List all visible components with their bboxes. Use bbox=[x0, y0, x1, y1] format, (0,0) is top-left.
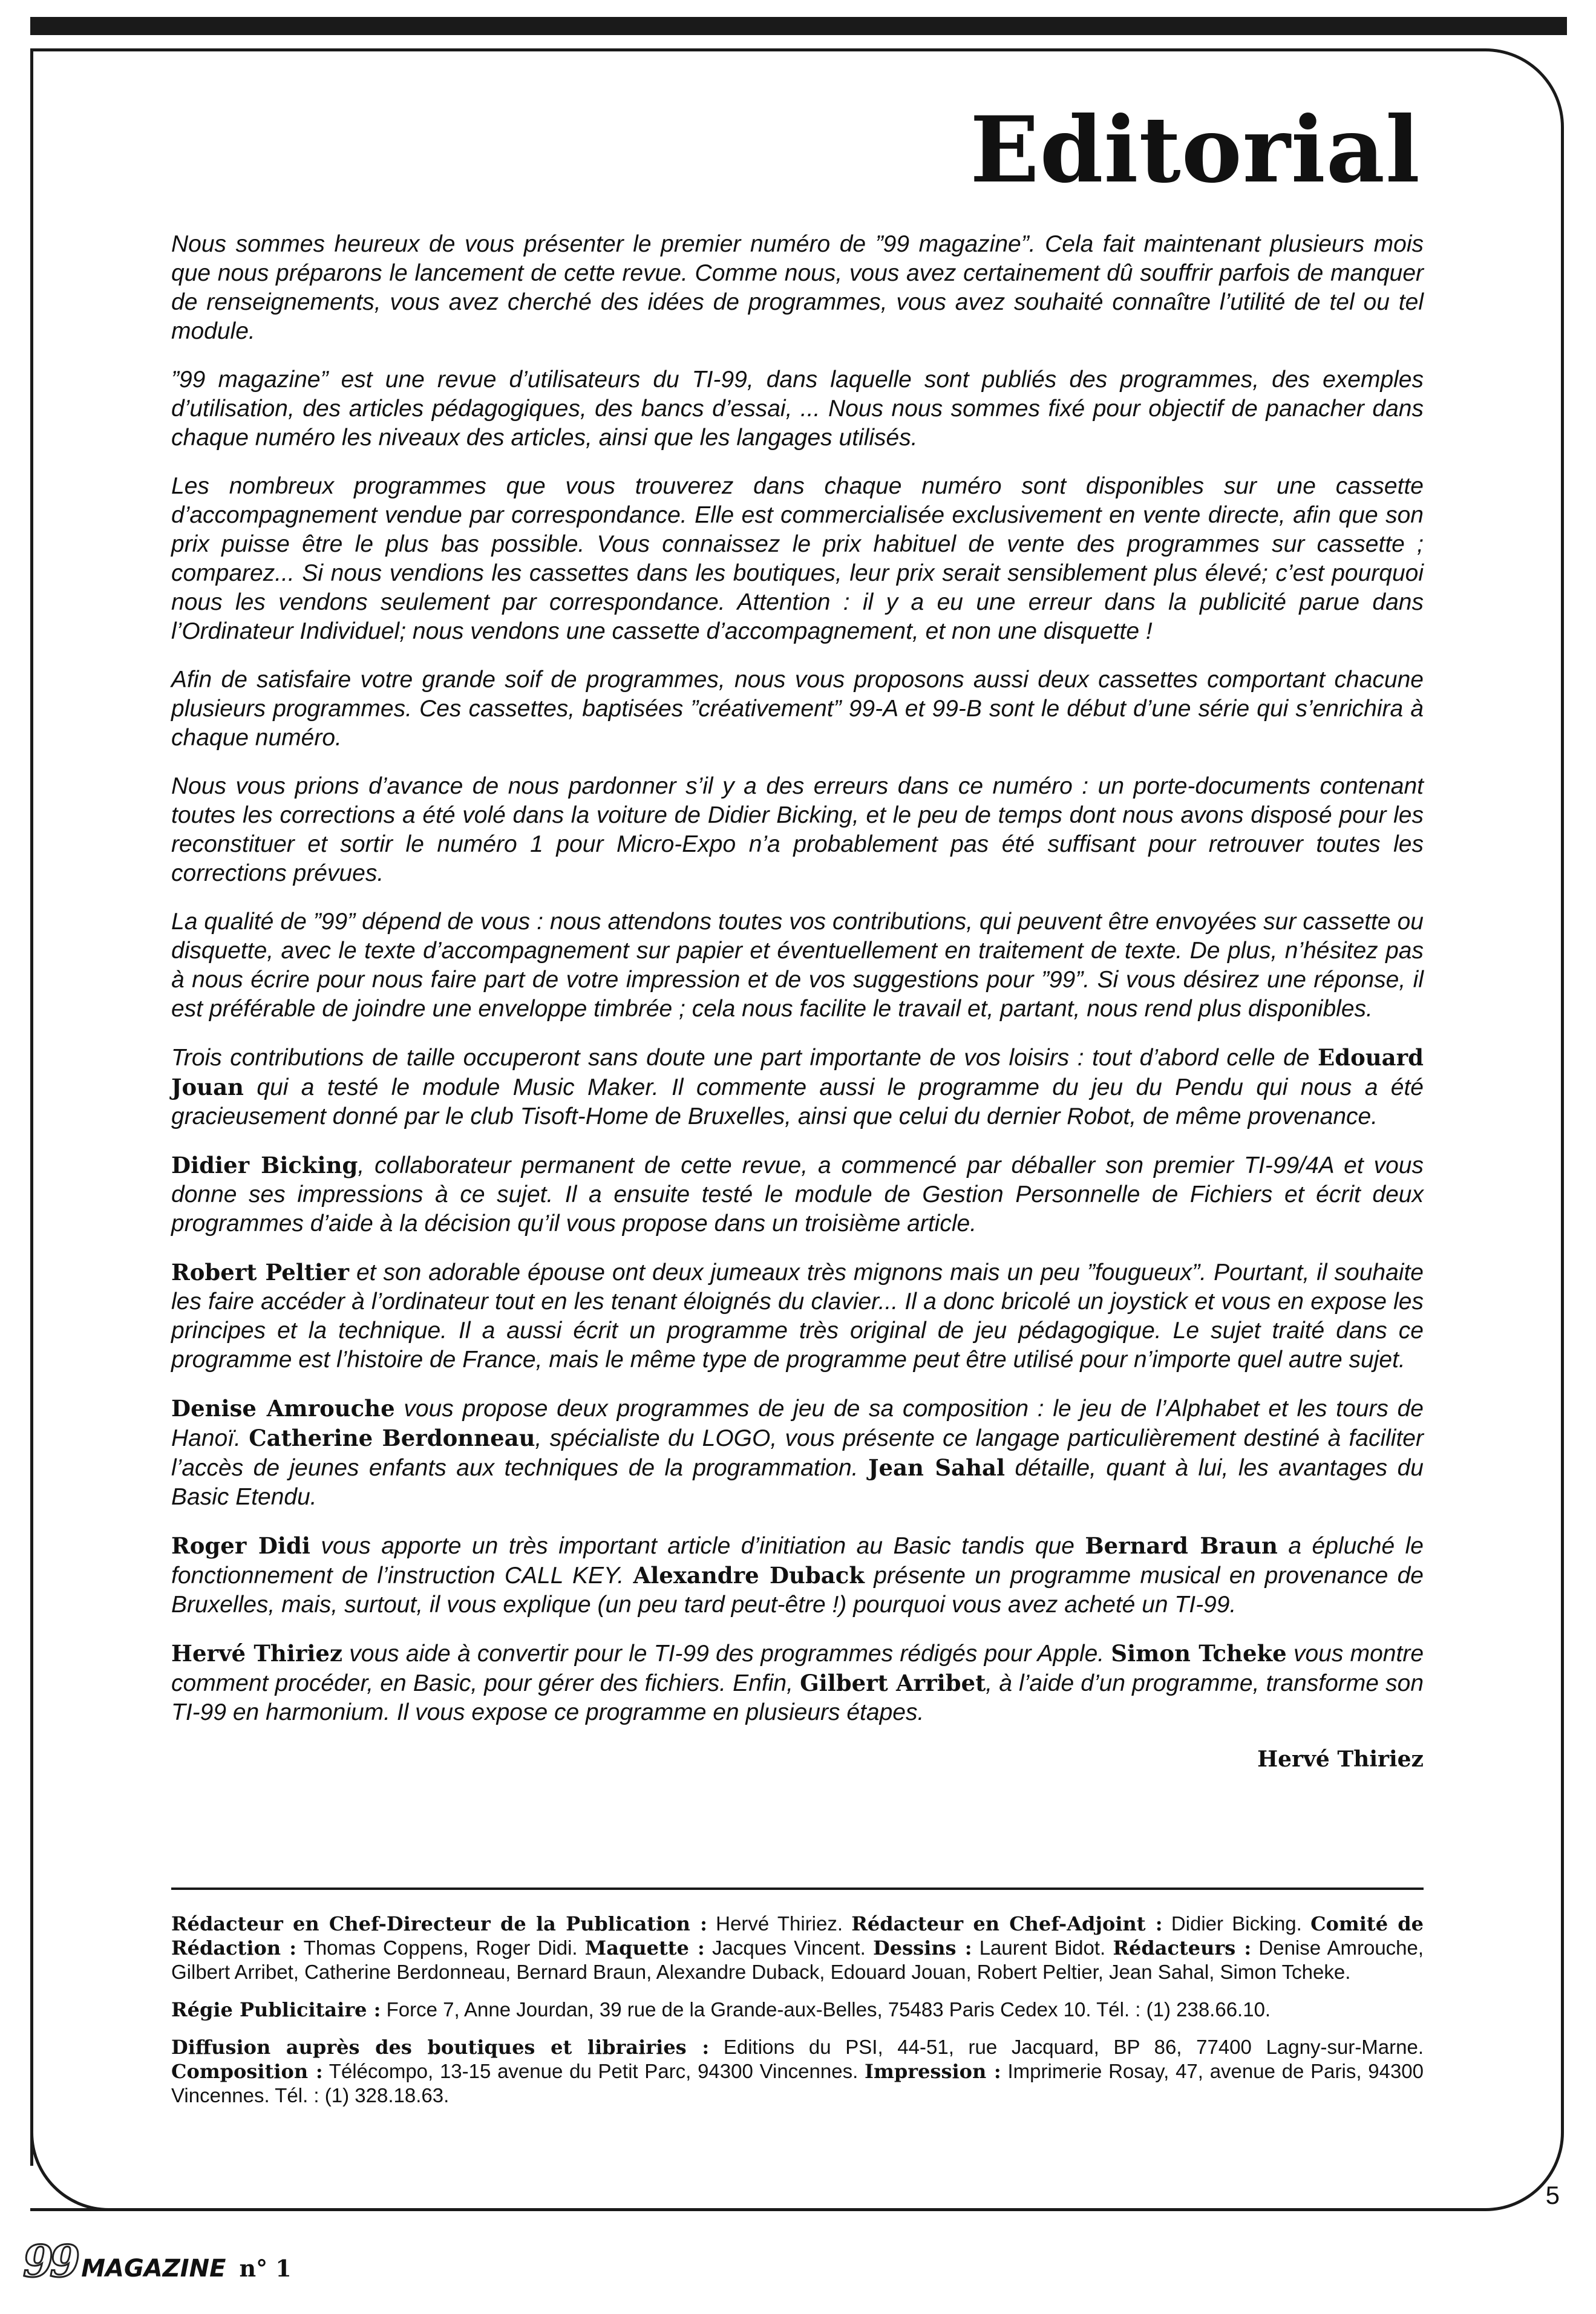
bold-name: Catherine Berdonneau bbox=[249, 1425, 535, 1451]
bold-name: Denise Amrouche bbox=[171, 1395, 395, 1422]
page-frame-left bbox=[30, 48, 33, 2166]
bold-name: Rédacteur en Chef-Adjoint : bbox=[851, 1912, 1163, 1935]
text-run: Thomas Coppens, Roger Didi. bbox=[296, 1937, 585, 1959]
bold-name: Bernard Braun bbox=[1085, 1532, 1278, 1559]
page-title: Editorial bbox=[970, 97, 1421, 203]
text-run: , collaborateur permanent de cette revue, a commencé par déballer son premier TI-99/4A et vous donne ses impressions à ce sujet. Il a ensuite testé le module de Gestion Personnelle de Fichiers et écrit deux programmes d’aide à la décision qu’il vous propose dans un troisième article. bbox=[171, 1152, 1424, 1237]
text-run: Hervé Thiriez. bbox=[707, 1912, 852, 1935]
editorial-paragraph bbox=[171, 1258, 1424, 1374]
bold-name: Edouard Jouan bbox=[171, 1044, 1424, 1100]
text-run: Les nombreux programmes que vous trouverez dans chaque numéro sont disponibles sur une cassette d’accompagnement vendue par correspondance. Elle est commercialisée exclusivement en vente directe, afin que son prix puisse être le plus bas possible. Vous connaissez le prix habituel de vente des programmes sur cassette ; comparez... Si nous vendions les cassettes dans les boutiques, leur prix serait sensiblement plus élevé; c’est pourquoi nous les vendons seulement par correspondance. Attention : il y a eu une erreur dans la publicité parue dans l’Ordinateur Individuel; nous vendons une cassette d’accompagnement, et non une disquette ! bbox=[171, 473, 1424, 644]
masthead-credits bbox=[171, 1912, 1424, 2121]
logo-word: MAGAZINE bbox=[81, 2255, 226, 2283]
credits-paragraph bbox=[171, 1998, 1424, 2022]
bold-name: Robert Peltier bbox=[171, 1259, 350, 1286]
text-run: Afin de satisfaire votre grande soif de programmes, nous vous proposons aussi deux cassettes comportant chacune plusieurs programmes. Ces cassettes, baptisées ”créativement” 99-A et 99-B sont le début d’une série qui s’enrichira à chaque numéro. bbox=[171, 667, 1424, 751]
text-run: ”99 magazine” est une revue d’utilisateurs du TI-99, dans laquelle sont publiés des programmes, des exemples d’utilisation, des articles pédagogiques, des bancs d’essai, ... Nous nous sommes fixé pour objectif de panacher dans chaque numéro les niveaux des articles, ainsi que les langages utilisés. bbox=[171, 367, 1424, 451]
text-run: , spécialiste du LOGO, vous présente ce langage particulièrement destiné à faciliter l’accès de jeunes enfants aux techniques de la programmation. bbox=[171, 1425, 1424, 1481]
top-rule bbox=[30, 17, 1567, 35]
bold-name: Simon Tcheke bbox=[1111, 1640, 1287, 1667]
text-run: , à l’aide d’un programme, transforme son TI-99 en harmonium. Il vous expose ce programme en plusieurs étapes. bbox=[171, 1670, 1424, 1725]
editorial-paragraph bbox=[171, 1639, 1424, 1727]
editorial-paragraph bbox=[171, 1394, 1424, 1512]
text-run: Laurent Bidot. bbox=[972, 1937, 1113, 1959]
bold-name: Comité de Rédaction : bbox=[171, 1912, 1424, 1959]
text-run: détaille, quant à lui, les avantages du Basic Etendu. bbox=[171, 1455, 1424, 1510]
text-run: présente un programme musical en provenance de Bruxelles, mais, surtout, il vous explique (un peu tard peut-être !) pourquoi vous avez acheté un TI-99. bbox=[171, 1563, 1424, 1618]
editorial-paragraph bbox=[171, 772, 1424, 888]
bold-name: Régie Publicitaire : bbox=[171, 1998, 381, 2021]
credits-paragraph bbox=[171, 2035, 1424, 2108]
text-run: Télécompo, 13-15 avenue du Petit Parc, 94300 Vincennes. bbox=[322, 2060, 865, 2082]
text-run: La qualité de ”99” dépend de vous : nous attendons toutes vos contributions, qui peuvent être envoyées sur cassette ou disquette, avec le texte d’accompagnement sur papier et éventuellement en traitement de texte. De plus, n’hésitez pas à nous écrire pour nous faire part de votre impression et de vos suggestions pour ”99”. Si vous désirez une réponse, il est préférable de joindre une enveloppe timbrée ; cela nous facilite le travail et, partant, nous rend plus disponibles. bbox=[171, 909, 1424, 1022]
text-run: vous aide à convertir pour le TI-99 des programmes rédigés pour Apple. bbox=[342, 1641, 1111, 1667]
text-run: qui a testé le module Music Maker. Il commente aussi le programme du jeu du Pendu qui nous a été gracieusement donné par le club Tisoft-Home de Bruxelles, ainsi que celui du dernier Robot, de même provenance. bbox=[171, 1074, 1424, 1129]
editorial-paragraph bbox=[171, 1151, 1424, 1238]
bold-name: Impression : bbox=[865, 2060, 1001, 2083]
text-run: vous montre comment procéder, en Basic, pour gérer des fichiers. Enfin, bbox=[171, 1641, 1424, 1696]
credits-paragraph bbox=[171, 1912, 1424, 1984]
bold-name: Hervé Thiriez bbox=[171, 1640, 342, 1667]
text-run: Nous vous prions d’avance de nous pardonner s’il y a des erreurs dans ce numéro : un porte-documents contenant toutes les corrections a été volé dans la voiture de Didier Bicking, et le peu de temps dont nous avons disposé pour les reconstituer et sortir le numéro 1 pour Micro-Expo n’a probablement pas été suffisant pour retrouver toutes les corrections prévues. bbox=[171, 773, 1424, 886]
bold-name: Maquette : bbox=[584, 1937, 705, 1959]
editorial-paragraph bbox=[171, 907, 1424, 1024]
editorial-paragraph bbox=[171, 472, 1424, 646]
text-run: Imprimerie Rosay, 47, avenue de Paris, 94300 Vincennes. Tél. : (1) 328.18.63. bbox=[171, 2060, 1424, 2106]
bold-name: Gilbert Arribet bbox=[800, 1670, 986, 1696]
bold-name: Diffusion auprès des boutiques et librairies : bbox=[171, 2036, 710, 2059]
text-run: Denise Amrouche, Gilbert Arribet, Catherine Berdonneau, Bernard Braun, Alexandre Duback, Edouard Jouan, Robert Peltier, Jean Sahal, Simon Tcheke. bbox=[171, 1937, 1424, 1983]
magazine-footer-logo bbox=[23, 2235, 292, 2287]
editorial-paragraph bbox=[171, 365, 1424, 453]
text-run: vous apporte un très important article d’initiation au Basic tandis que bbox=[310, 1533, 1085, 1559]
issue-number: n° 1 bbox=[239, 2255, 292, 2282]
bold-name: Alexandre Duback bbox=[633, 1562, 865, 1589]
logo-number: 99 bbox=[23, 2235, 77, 2287]
editorial-paragraph bbox=[171, 1043, 1424, 1131]
bold-name: Didier Bicking bbox=[171, 1152, 358, 1178]
text-run: Editions du PSI, 44-51, rue Jacquard, BP 86, 77400 Lagny-sur-Marne. bbox=[709, 2036, 1424, 2058]
bold-name: Roger Didi bbox=[171, 1532, 310, 1559]
text-run: Force 7, Anne Jourdan, 39 rue de la Grande-aux-Belles, 75483 Paris Cedex 10. Tél. : (1) 238.66.10. bbox=[381, 1998, 1271, 2021]
signature: Hervé Thiriez bbox=[1257, 1747, 1424, 1772]
bold-name: Rédacteurs : bbox=[1113, 1937, 1252, 1959]
text-run: et son adorable épouse ont deux jumeaux très mignons mais un peu ”fougueux”. Pourtant, il souhaite les faire accéder à l’ordinateur tout en les tenant éloignés du clavier... Il a donc bricolé un joystick et vous en expose les principes et la technique. Il a aussi écrit un programme très original de jeu pédagogique. Le sujet traité dans ce programme est l’histoire de France, mais le même type de programme peut être utilisé pour n’importe quel autre sujet. bbox=[171, 1260, 1424, 1373]
text-run: Jacques Vincent. bbox=[704, 1937, 873, 1959]
bold-name: Composition : bbox=[171, 2060, 323, 2083]
editorial-body bbox=[171, 230, 1424, 1772]
text-run: Trois contributions de taille occuperont sans doute une part importante de vos loisirs : tout d’abord celle de bbox=[171, 1045, 1318, 1071]
editorial-paragraph bbox=[171, 1531, 1424, 1619]
text-run: vous propose deux programmes de jeu de sa composition : le jeu de l’Alphabet et les tours de Hanoï. bbox=[171, 1396, 1424, 1451]
page-number: 5 bbox=[1545, 2181, 1560, 2209]
text-run: Nous sommes heureux de vous présenter le premier numéro de ”99 magazine”. Cela fait maintenant plusieurs mois que nous préparons le lancement de cette revue. Comme nous, vous avez certainement dû souffrir parfois de manquer de renseignements, vous avez cherché des idées de programmes, vous avez souhaité connaître l’utilité de tel ou tel module. bbox=[171, 231, 1424, 344]
bold-name: Jean Sahal bbox=[868, 1454, 1006, 1481]
editorial-paragraph bbox=[171, 665, 1424, 753]
bold-name: Rédacteur en Chef-Directeur de la Publication : bbox=[171, 1912, 707, 1935]
text-run: a épluché le fonctionnement de l’instruction CALL KEY. bbox=[171, 1533, 1424, 1589]
bold-name: Dessins : bbox=[872, 1937, 972, 1959]
editorial-paragraph bbox=[171, 230, 1424, 346]
credits-divider bbox=[171, 1887, 1424, 1890]
text-run: Didier Bicking. bbox=[1162, 1912, 1311, 1935]
